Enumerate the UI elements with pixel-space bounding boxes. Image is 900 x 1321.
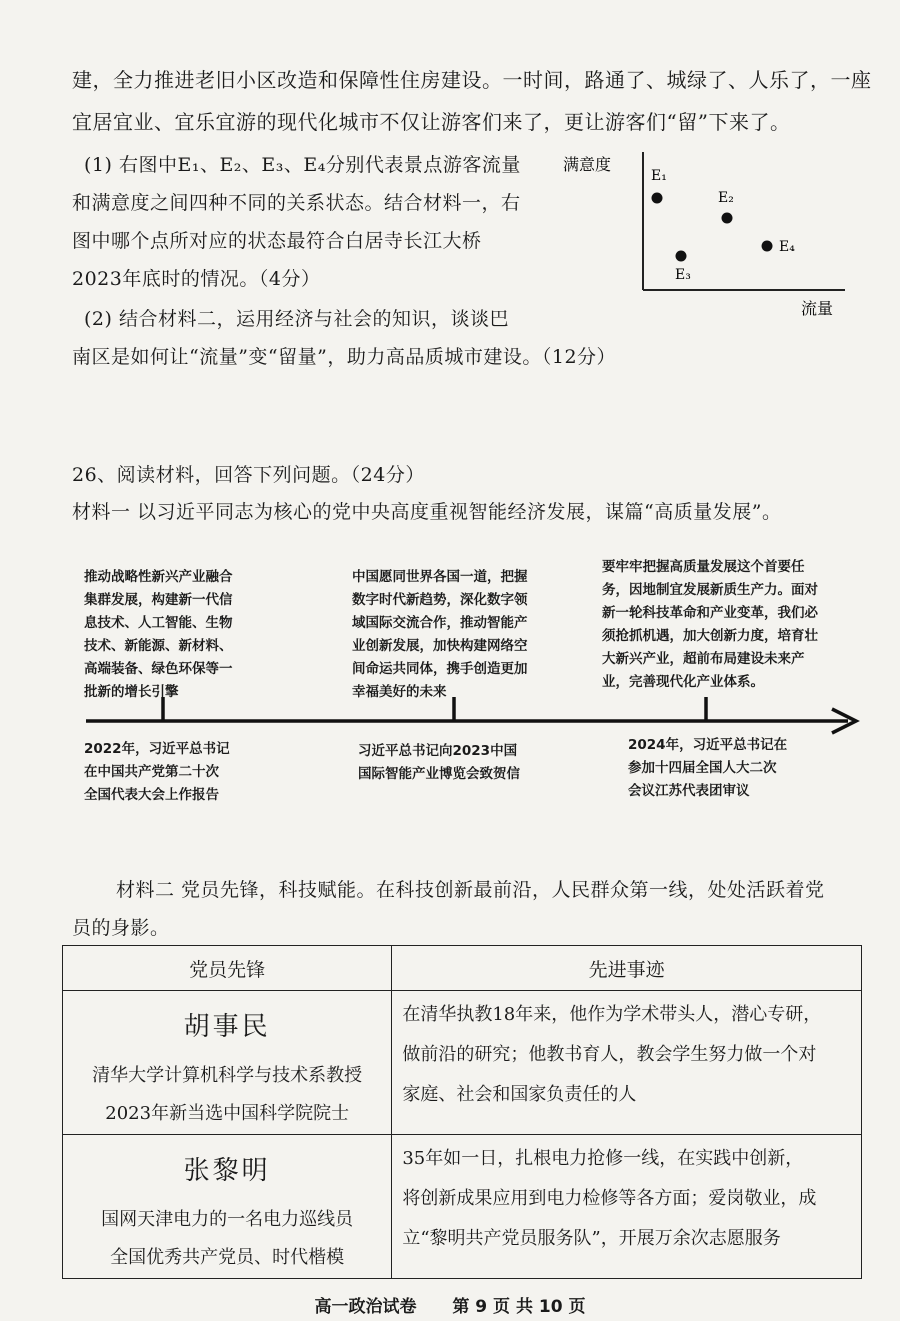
point-e1 [652, 193, 663, 204]
pioneer-cell [63, 1135, 392, 1279]
pioneer-title: 2023年新当选中国科学院院士 [105, 1103, 350, 1124]
header-pioneer: 党员先锋 [63, 946, 392, 991]
timeline-event-2-text: 中国愿同世界各国一道，把握 数字时代新趋势，深化数字领 域国际交流合作，推动智能产 业创新发展，加快构建网络空 间命运共同体，携手创造更加 幸福美好的未来 [352, 569, 528, 700]
point-e4 [762, 241, 773, 252]
page-footer [0, 1292, 900, 1317]
material-2-line-2: 员的身影。 [72, 917, 170, 939]
q1-line-2: 和满意度之间四种不同的关系状态。结合材料一，右 [72, 192, 521, 214]
table-row [63, 1135, 862, 1279]
pioneer-cell [63, 991, 392, 1135]
deeds-cell: 35年如一日，扎根电力抢修一线，在实践中创新， 将创新成果应用到电力检修等各方面；爱岗敬业，成 立“黎明共产党员服务队”，开展万余次志愿服务 [392, 1135, 862, 1279]
intro-line-1: 建，全力推进老旧小区改造和保障性住房建设。一时间，路通了、城绿了、人乐了，一座 [72, 68, 872, 92]
material-2-line-1: 材料二 党员先锋，科技赋能。在科技创新最前沿，人民群众第一线，处处活跃着党 [116, 879, 825, 901]
pioneer-title: 国网天津电力的一名电力巡线员 [101, 1209, 354, 1230]
pioneer-name: 张黎明 [183, 1156, 271, 1186]
pioneer-name: 胡事民 [183, 1012, 271, 1042]
timeline-axis [80, 695, 870, 735]
timeline-event-2-date: 习近平总书记向2023中国 国际智能产业博览会致贺信 [358, 743, 520, 782]
timeline-event-1-text: 推动战略性新兴产业融合 集群发展，构建新一代信 息技术、人工智能、生物 技术、新能源、新材料、 高端装备、绿色环保等一 批新的增长引擎 [84, 569, 233, 700]
q1-line-3: 图中哪个点所对应的状态最符合白居寺长江大桥 [72, 230, 482, 252]
point-e1-label: E₁ [651, 168, 667, 184]
satisfaction-flow-diagram [555, 148, 855, 323]
header-deeds: 先进事迹 [392, 946, 862, 991]
y-axis-label: 满意度 [563, 155, 612, 174]
q1-line-1: (1) 右图中E₁、E₂、E₃、E₄分别代表景点游客流量 [84, 154, 521, 176]
page-number: 第 9 页 共 10 页 [452, 1297, 586, 1317]
pioneer-title: 清华大学计算机科学与技术系教授 [92, 1065, 363, 1086]
point-e4-label: E₄ [779, 239, 795, 255]
point-e2 [722, 213, 733, 224]
material-1-intro: 材料一 以习近平同志为核心的党中央高度重视智能经济发展，谋篇“高质量发展”。 [72, 501, 782, 523]
table-row [63, 991, 862, 1135]
q2-line-1: (2) 结合材料二，运用经济与社会的知识，谈谈巴 [84, 308, 509, 330]
timeline-event-1-date: 2022年，习近平总书记 在中国共产党第二十次 全国代表大会上作报告 [84, 741, 230, 803]
timeline-event-3-date: 2024年，习近平总书记在 参加十四届全国人大二次 会议江苏代表团审议 [628, 737, 788, 799]
intro-line-2: 宜居宜业、宜乐宜游的现代化城市不仅让游客们来了，更让游客们“留”下来了。 [72, 110, 791, 134]
q26-heading: 26、阅读材料，回答下列问题。（24分） [72, 464, 425, 486]
point-e3-label: E₃ [675, 267, 691, 283]
party-pioneers-table [62, 945, 862, 1279]
exam-title: 高一政治试卷 [314, 1297, 417, 1317]
x-axis-label: 流量 [801, 299, 834, 318]
deeds-cell: 在清华执教18年来，他作为学术带头人，潜心专研， 做前沿的研究；他教书育人，教会学生努力做一个对 家庭、社会和国家负责任的人 [392, 991, 862, 1135]
q1-line-4: 2023年底时的情况。（4分） [72, 268, 321, 290]
q2-line-2: 南区是如何让“流量”变“留量”，助力高品质城市建设。（12分） [72, 346, 617, 368]
timeline-event-3-text: 要牢牢把握高质量发展这个首要任 务，因地制宜发展新质生产力。面对 新一轮科技革命和产业变革，我们必 须抢抓机遇，加大创新力度，培育壮 大新兴产业，超前布局建设未来产 业，完善现代化产业体系。 [602, 559, 818, 690]
point-e3 [676, 251, 687, 262]
point-e2-label: E₂ [718, 190, 734, 206]
pioneer-title: 全国优秀共产党员、时代楷模 [110, 1247, 345, 1268]
table-header-row [63, 946, 862, 991]
